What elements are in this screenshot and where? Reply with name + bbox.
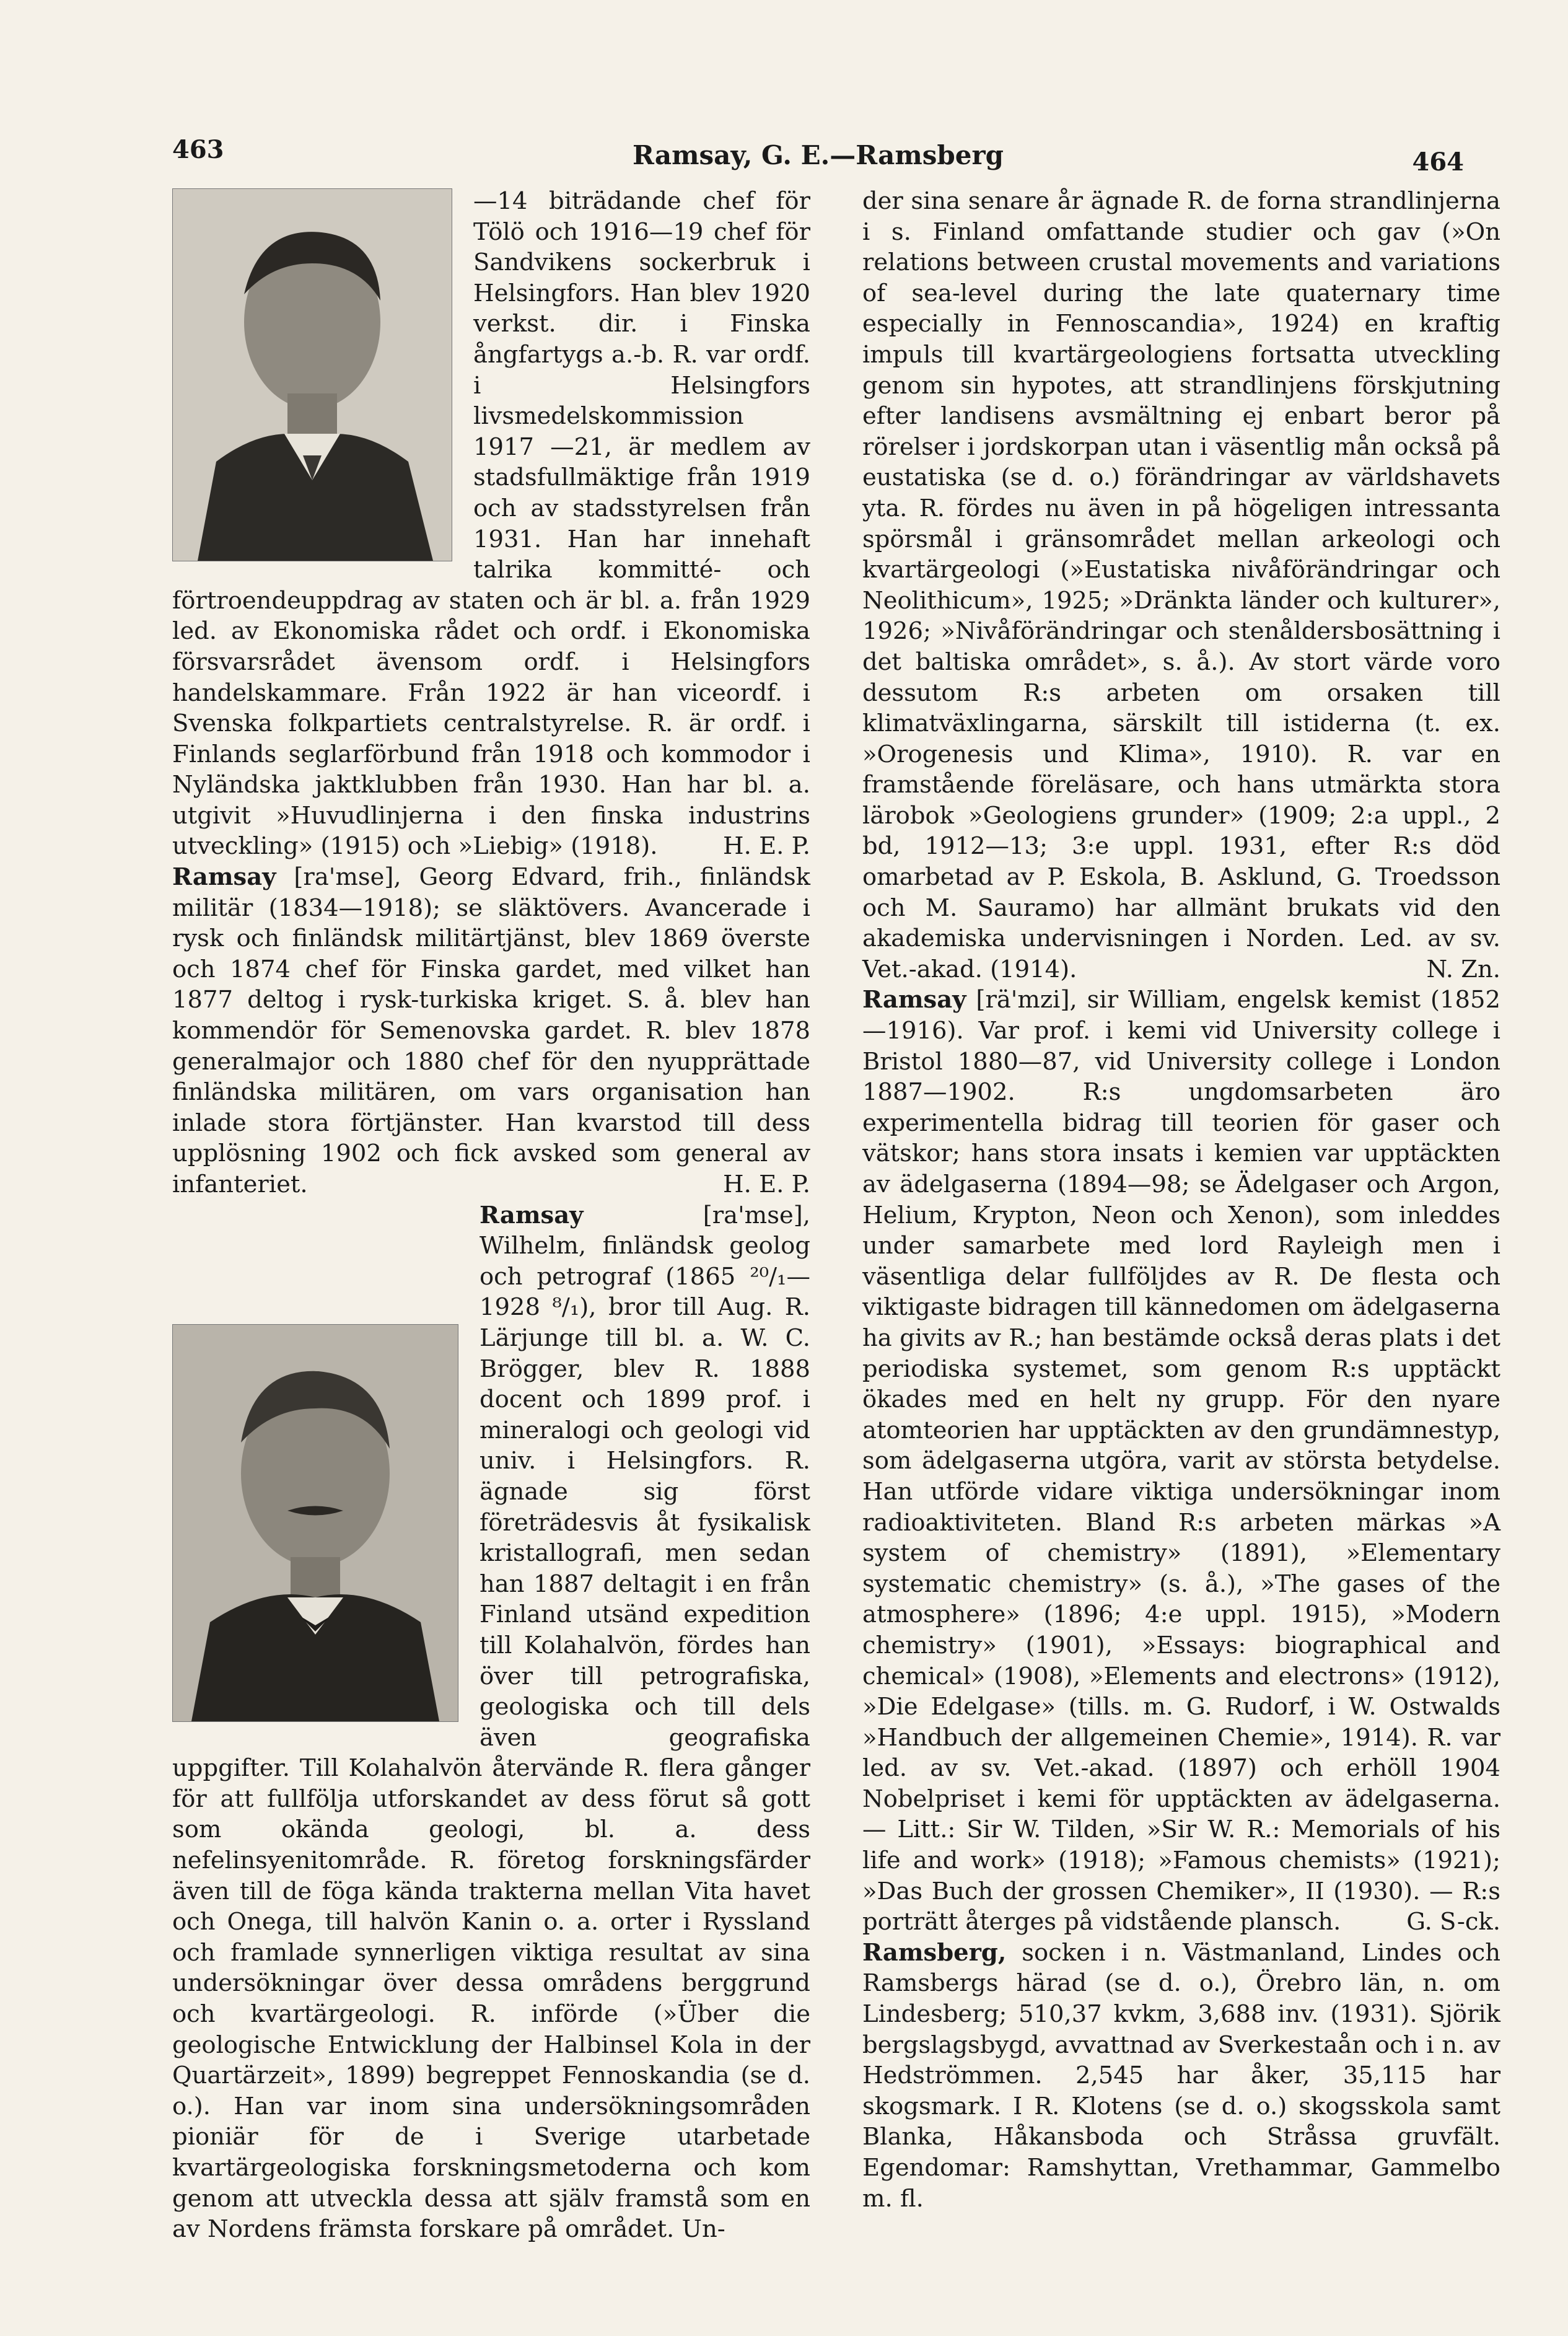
right-page-number: 464 [1412,147,1464,177]
author-signature: G. S-ck. [1406,1908,1500,1936]
portrait-figure [173,189,452,561]
author-signature: H. E. P. [723,1170,810,1198]
right-column [862,186,1500,2214]
author-signature: N. Zn. [1426,955,1500,983]
portrait-photo [172,1324,458,1722]
left-page-number: 463 [172,135,224,164]
entry-ramsay-wilhelm [172,1200,810,2245]
entry-continuation [862,186,1500,985]
headword: Ramsay [480,1201,584,1229]
headword: Ramsberg, [862,1938,1007,1967]
left-column [172,186,810,2245]
page-header [172,135,1464,178]
entry-ramsay-william [862,985,1500,1937]
entry-text: [rä'mzi], sir William, engelsk kemist (1852—1916). Var prof. i kemi vid University college i Bristol 1880—87, vid University college i London 1887—1902. R:s ungdomsarbeten äro experimentella bidrag till teorien för gaser och vätskor; hans stora insats i kemien var upptäckten av ädelgaserna (1894—98; se Ädelgaser och Argon, Helium, Krypton, Neon och Xenon), som inleddes under samarbete med lord Rayleigh men i väsentliga delar fullföljdes av R. De flesta och viktigaste bidragen till kännedomen om ädelgaserna ha givits av R.; han bestämde också deras plats i det periodiska systemet, som genom R:s upptäckt ökades med en helt ny grupp. För den nyare atomteorien har upptäckten av den grundämnestyp, som ädelgaserna utgöra, varit av största betydelse. Han utförde vidare viktiga undersökningar inom radioaktiviteten. Bland R:s arbeten märkas »A system of chemistry» (1891), »Elementary systematic chemistry» (s. å.), »The gases of the atmosphere» (1896; 4:e uppl. 1915), »Modern chemistry» (1901), »Essays: biographical and chemical» (1908), »Elements and electrons» (1912), »Die Edelgase» (tills. m. G. Rudorf, i W. Ostwalds »Handbuch der allgemeinen Chemie», 1914). R. var led. av sv. Vet.-akad. (1897) och erhöll 1904 Nobelpriset i kemi för upptäckten av ädelgaserna. — Litt.: Sir W. Tilden, »Sir W. R.: Memorials of his life and work» (1918); »Famous chemists» (1921); »Das Buch der grossen Chemiker», II (1930). — R:s porträtt återges på vidstående plansch. [862,986,1500,1936]
running-title: Ramsay, G. E.—Ramsberg [632,140,1004,170]
entry-ramsay-georg [172,862,810,1200]
headword: Ramsay [862,986,966,1014]
entry-text: [ra'mse], Wilhelm, finländsk geolog och petrograf (1865 ²⁰/₁—1928 ⁸/₁), bror till Aug. R. Lärjunge till bl. a. W. C. Brögger, blev R. 1888 docent och 1899 prof. i mineralogi och geologi vid univ. i Helsingfors. R. ägnade sig först företrädesvis åt fysikalisk kristallografi, men sedan han 1887 deltagit i en från Finland utsänd expedition till Kolahalvön, fördes han över till petrografiska, geologiska och till dels även geografiska uppgifter. Till Kolahalvön återvände R. flera gånger för att fullfölja utforskandet av dess förut så gott som okända geologi, bl. a. dess nefelinsyenitområde. R. företog forskningsfärder även till de föga kända trakterna mellan Vita havet och Onega, till halvön Kanin o. a. orter i Ryssland och framlade synnerligen viktiga resultat av sina undersökningar över dessa områdens berggrund och kvartärgeologi. R. införde (»Über die geologische Entwicklung der Halbinsel Kola in der Quartärzeit», 1899) begreppet Fennoskandia (se d. o.). Han var inom sina undersökningsområden pioniär för de i Sverige utarbetade kvartärgeologiska forskningsmetoderna och kom genom att utveckla dessa att själv framstå som en av Nordens främsta forskare på området. Un- [172,1201,810,2244]
author-signature: H. E. P. [723,832,810,861]
portrait-photo [172,188,452,561]
entry-text: —14 biträdande chef för Tölö och 1916—19 chef för Sandvikens sockerbruk i Helsingfors. Han blev 1920 verkst. dir. i Finska ångfartygs a.-b. R. var ordf. i Helsingfors livsmedelskommission 1917 —21, är medlem av stadsfullmäktige från 1919 och av stadsstyrelsen från 1931. Han har innehaft talrika kommitté- och förtroendeuppdrag av staten och är bl. a. från 1929 led. av Ekonomiska rådet och ordf. i Ekonomiska försvarsrådet ävensom ordf. i Helsingfors handelskammare. Från 1922 är han viceordf. i Svenska folkpartiets centralstyrelse. R. är ordf. i Finlands seglarförbund från 1918 och kommodor i Nyländska jaktklubben från 1930. Han har bl. a. utgivit »Huvudlinjerna i den finska industrins utveckling» (1915) och »Liebig» (1918). [172,187,810,861]
entry-text: der sina senare år ägnade R. de forna strandlinjerna i s. Finland omfattande studier och gav (»On relations between crustal movements and variations of sea-level during the late quaternary time especially in Fennoscandia», 1924) en kraftig impuls till kvartärgeologiens fortsatta utveckling genom sin hypotes, att strandlinjens förskjutning efter landisens avsmältning ej enbart beror på rörelser i jordskorpan utan i väsentlig mån också på eustatiska (se d. o.) förändringar av världshavets yta. R. fördes nu även in på högeligen intressanta spörsmål i gränsområdet mellan arkeologi och kvartärgeologi (»Eustatiska nivåförändringar och Neolithicum», 1925; »Dränkta länder och kulturer», 1926; »Nivåförändringar och stenåldersbosättning i det baltiska området», s. å.). Av stort värde voro dessutom R:s arbeten om orsaken till klimatväxlingarna, särskilt till istiderna (t. ex. »Orogenesis und Klima», 1910). R. var en framstående föreläsare, och hans utmärkta stora lärobok »Geologiens grunder» (1909; 2:a uppl., 2 bd, 1912—13; 3:e uppl. 1931, efter R:s död omarbetad av P. Eskola, B. Asklund, G. Troedsson och M. Sauramo) har allmänt brukats vid den akademiska undervisningen i Norden. Led. av sv. Vet.-akad. (1914). [862,187,1500,983]
portrait-figure [173,1325,458,1721]
entry-ramsberg [862,1938,1500,2214]
entry-continuation [172,186,810,862]
entry-text: [ra'mse], Georg Edvard, frih., finländsk militär (1834—1918); se släktövers. Avancerade i rysk och finländsk militärtjänst, blev 1869 överste och 1874 chef för Finska gardet, med vilket han 1877 deltog i rysk-turkiska kriget. S. å. blev han kommendör för Semenovska gardet. R. blev 1878 generalmajor och 1880 chef för den nyupprättade finländska militären, om vars organisation han inlade stora förtjänster. Han kvarstod till dess upplösning 1902 och fick avsked som general av infanteriet. [172,863,810,1198]
headword: Ramsay [172,863,276,892]
entry-text: socken i n. Västmanland, Lindes och Ramsbergs härad (se d. o.), Örebro län, n. om Lindesberg; 510,37 kvkm, 3,688 inv. (1931). Sjörik bergslagsbygd, avvattnad av Sverkestaån och i n. av Hedströmmen. 2,545 har åker, 35,115 har skogsmark. I R. Klotens (se d. o.) skogsskola samt Blanka, Håkansboda och Stråssa gruvfält. Egendomar: Ramshyttan, Vrethammar, Gammelbo m. fl. [862,1938,1500,2213]
